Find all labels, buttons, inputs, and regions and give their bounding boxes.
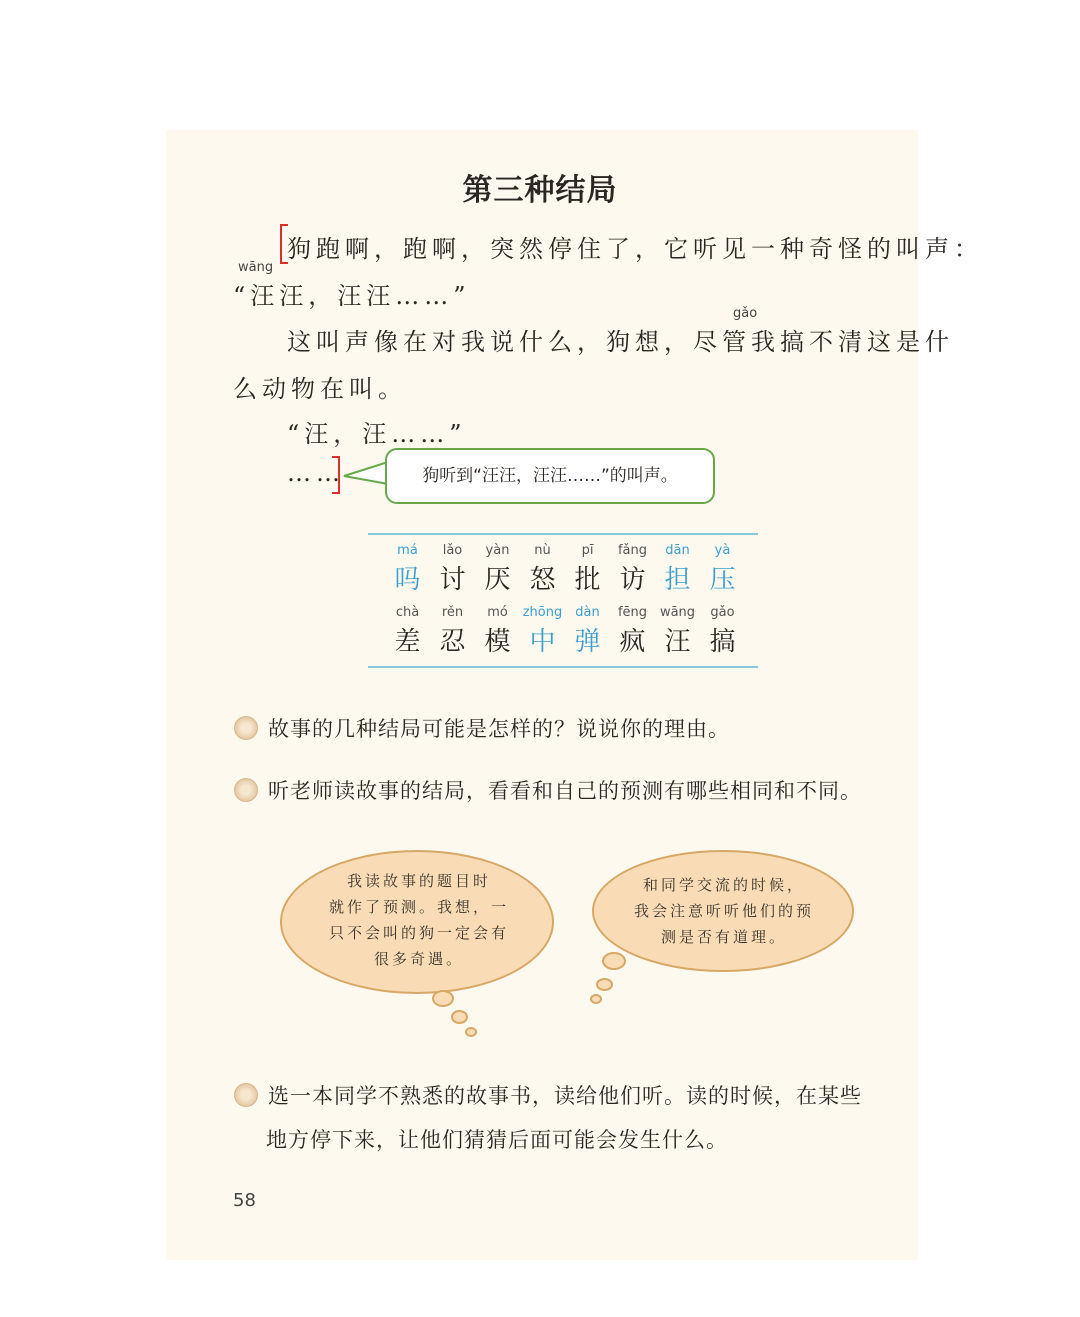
callout-pointer (340, 454, 390, 494)
vocab-character (520, 605, 565, 659)
vocab-hanzi: 厌 (484, 565, 511, 595)
task-3-continued: 地方停下来，让他们猜猜后面可能会发生什么。 (266, 1128, 728, 1152)
vocab-hanzi: 忍 (439, 627, 466, 657)
thought-puff (590, 994, 602, 1004)
story-line-4: 么动物在叫。 (233, 375, 407, 403)
vocab-hanzi: 访 (619, 565, 646, 595)
task-bullet-icon (234, 778, 258, 802)
vocab-hanzi: 吗 (394, 565, 421, 595)
vocab-character (655, 543, 700, 597)
vocab-hanzi: 差 (394, 627, 421, 657)
vocab-pinyin: chà (395, 605, 420, 620)
vocab-hanzi: 搞 (709, 627, 736, 657)
vocab-pinyin: pī (581, 543, 594, 558)
thought-puff (451, 1010, 468, 1024)
vocab-row-1 (385, 543, 745, 597)
task-3: 选一本同学不熟悉的故事书，读给他们听。读的时候，在某些 (234, 1080, 862, 1110)
vocab-character (430, 543, 475, 597)
vocab-hanzi: 讨 (439, 565, 466, 595)
vocab-pinyin: zhōng (522, 605, 563, 620)
vocab-pinyin: má (397, 543, 418, 558)
vocab-pinyin: fǎng (617, 543, 648, 558)
vocab-hanzi: 怒 (529, 565, 556, 595)
vocab-pinyin: rěn (441, 605, 464, 620)
vocab-hanzi: 模 (484, 627, 511, 657)
story-line-2: “汪汪，汪汪……” (233, 282, 471, 310)
vocab-hanzi: 弹 (574, 627, 601, 657)
story-line-1: 狗跑啊，跑啊，突然停住了，它听见一种奇怪的叫声： (287, 235, 983, 263)
vocab-character (385, 543, 430, 597)
vocab-character (700, 543, 745, 597)
thought-cloud-left-text: 我读故事的题目时 就作了预测。我想，一 只不会叫的狗一定会有 很多奇遇。 (328, 872, 509, 968)
thought-puff (432, 990, 454, 1007)
vocab-character (700, 605, 745, 659)
vocab-character (430, 605, 475, 659)
thought-puff (596, 978, 613, 991)
vocab-character (565, 543, 610, 597)
vocab-hanzi: 中 (529, 627, 556, 657)
vocab-pinyin: wāng (659, 605, 696, 620)
vocab-hanzi: 批 (574, 565, 601, 595)
vocab-character (610, 605, 655, 659)
vocab-pinyin: gǎo (710, 605, 735, 620)
story-line-3: 这叫声像在对我说什么，狗想，尽管我搞不清这是什 (287, 328, 954, 356)
pinyin-wang: wāng (238, 260, 274, 275)
vocab-character (565, 605, 610, 659)
vocab-pinyin: yà (714, 543, 731, 558)
vocab-character (520, 543, 565, 597)
story-line-5: “汪，汪……” (287, 420, 467, 448)
callout-note: 狗听到“汪汪，汪汪……”的叫声。 (385, 448, 715, 504)
vocab-top-rule (368, 533, 758, 535)
thought-puff (465, 1027, 477, 1037)
page-number: 58 (233, 1190, 256, 1211)
vocab-pinyin: yàn (485, 543, 510, 558)
story-line-6: …… (287, 459, 345, 487)
vocab-bottom-rule (368, 666, 758, 668)
task-1: 故事的几种结局可能是怎样的？说说你的理由。 (234, 713, 730, 743)
thought-puff (602, 952, 626, 970)
vocab-character (655, 605, 700, 659)
vocab-hanzi: 疯 (619, 627, 646, 657)
thought-cloud-right-text: 和同学交流的时候， 我会注意听听他们的预 测是否有道理。 (633, 876, 814, 946)
vocab-pinyin: dān (665, 543, 690, 558)
vocab-pinyin: nù (534, 543, 551, 558)
vocab-pinyin: lǎo (442, 543, 463, 558)
task-bullet-icon (234, 716, 258, 740)
vocab-pinyin: fēng (617, 605, 648, 620)
task-2: 听老师读故事的结局，看看和自己的预测有哪些相同和不同。 (234, 775, 862, 805)
vocab-pinyin: mó (487, 605, 508, 620)
vocab-character (475, 543, 520, 597)
vocab-hanzi: 压 (709, 565, 736, 595)
vocab-pinyin: dàn (575, 605, 600, 620)
page-title: 第三种结局 (462, 173, 618, 208)
pinyin-gao: gǎo (733, 306, 758, 321)
vocab-character (475, 605, 520, 659)
vocab-hanzi: 汪 (664, 627, 691, 657)
vocab-character (610, 543, 655, 597)
vocab-hanzi: 担 (664, 565, 691, 595)
vocab-row-2 (385, 605, 745, 659)
task-bullet-icon (234, 1083, 258, 1107)
vocab-character (385, 605, 430, 659)
red-bracket-close (332, 456, 340, 494)
